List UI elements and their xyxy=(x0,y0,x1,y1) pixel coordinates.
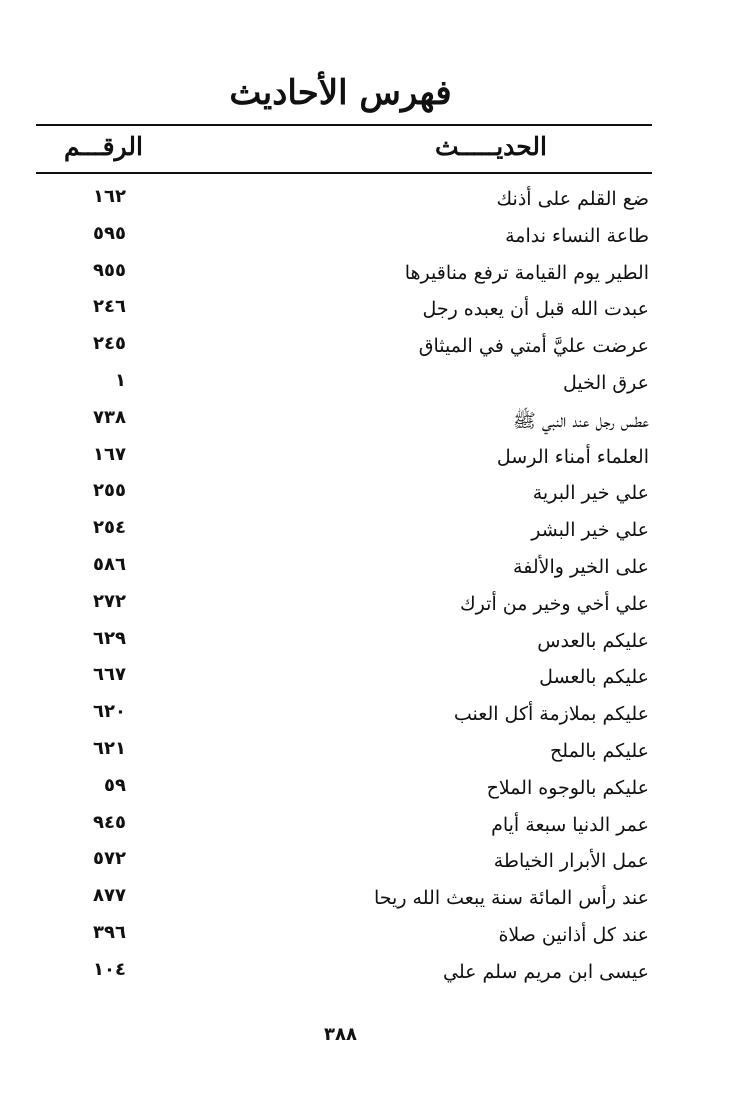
hadith-text: عرضت عليَّ أمتي في الميثاق xyxy=(418,335,649,358)
hadith-text: عليكم بالعدس xyxy=(537,629,649,652)
hadith-text: علي خير البشر xyxy=(531,519,649,542)
table-row xyxy=(36,959,652,996)
hadith-text: عليكم بالعسل xyxy=(539,666,649,689)
table-row xyxy=(36,186,652,223)
hadith-text: الطير يوم القيامة ترفع مناقيرها xyxy=(404,261,649,284)
hadith-number: ٥٩ xyxy=(104,774,126,796)
hadith-number: ١٦٧ xyxy=(93,443,126,465)
table-row xyxy=(36,628,652,665)
hadith-text: على الخير والألفة xyxy=(513,555,649,578)
table-row xyxy=(36,848,652,885)
table-row xyxy=(36,260,652,297)
hadith-number: ٩٥٥ xyxy=(93,259,126,281)
hadith-number: ٦٢٠ xyxy=(93,701,126,723)
hadith-text: عليكم بالوجوه الملاح xyxy=(486,776,649,799)
column-header-hadith: الحديـــــث xyxy=(435,132,547,161)
hadith-number: ٣٩٦ xyxy=(93,921,126,943)
hadith-text: عطس رجل عند النبي ﷺ xyxy=(512,409,649,432)
hadith-text: علي خير البرية xyxy=(532,482,649,505)
hadith-text: ضع القلم على أذنك xyxy=(496,188,649,210)
column-header-number: الرقـــم xyxy=(64,132,143,161)
hadith-number: ٥٨٦ xyxy=(93,553,126,575)
hadith-number: ٢٤٦ xyxy=(93,296,126,318)
table-row xyxy=(36,223,652,260)
hadith-number: ٥٧٢ xyxy=(93,848,126,870)
table-row xyxy=(36,701,652,738)
hadith-text: طاعة النساء ندامة xyxy=(505,224,649,247)
table-row xyxy=(36,885,652,922)
hadith-number: ١٠٤ xyxy=(93,958,126,980)
hadith-number: ٨٧٧ xyxy=(93,885,126,907)
table-row xyxy=(36,812,652,849)
hadith-text: عند رأس المائة سنة يبعث الله ريحا xyxy=(374,887,649,910)
hadith-text: عمر الدنيا سبعة أيام xyxy=(491,813,649,836)
table-row xyxy=(36,738,652,775)
table-row xyxy=(36,922,652,959)
hadith-text: عيسى ابن مريم سلم علي xyxy=(443,960,649,983)
page-number: ٣٨٨ xyxy=(324,1024,357,1045)
table-row xyxy=(36,370,652,407)
table-row xyxy=(36,591,652,628)
hadith-text: عليكم بالملح xyxy=(550,739,649,762)
table-row xyxy=(36,407,652,444)
hadith-number: ٦٢٩ xyxy=(93,627,126,649)
table-row xyxy=(36,664,652,701)
hadith-number: ٧٣٨ xyxy=(93,406,126,428)
hadith-text: عرق الخيل xyxy=(562,371,649,394)
hadith-text: عند كل أذانين صلاة xyxy=(498,923,649,946)
table-row xyxy=(36,554,652,591)
table-row xyxy=(36,333,652,370)
hadith-number: ١٦٢ xyxy=(93,186,126,207)
hadith-number: ٩٤٥ xyxy=(93,811,126,833)
hadith-number: ٥٩٥ xyxy=(93,222,126,244)
hadith-number: ٢٥٥ xyxy=(93,480,126,502)
hadith-text: العلماء أمناء الرسل xyxy=(496,445,649,468)
header-top-rule xyxy=(36,124,652,126)
hadith-index-table xyxy=(36,186,652,996)
table-row xyxy=(36,480,652,517)
hadith-number: ٢٧٢ xyxy=(93,590,126,612)
hadith-text: عبدت الله قبل أن يعبده رجل xyxy=(422,298,649,321)
header-bottom-rule xyxy=(36,172,652,174)
table-row xyxy=(36,775,652,812)
hadith-text: علي أخي وخير من أترك xyxy=(460,592,649,615)
table-row xyxy=(36,296,652,333)
page-title: فهرس الأحاديث xyxy=(229,73,452,113)
hadith-number: ١ xyxy=(115,369,126,391)
hadith-number: ٦٦٧ xyxy=(93,664,126,686)
hadith-number: ٦٢١ xyxy=(93,737,126,759)
hadith-text: عمل الأبرار الخياطة xyxy=(493,850,649,873)
table-header xyxy=(36,128,652,172)
table-row xyxy=(36,444,652,481)
table-row xyxy=(36,517,652,554)
hadith-number: ٢٤٥ xyxy=(93,333,126,355)
hadith-text: عليكم بملازمة أكل العنب xyxy=(453,703,649,726)
hadith-number: ٢٥٤ xyxy=(93,517,126,539)
